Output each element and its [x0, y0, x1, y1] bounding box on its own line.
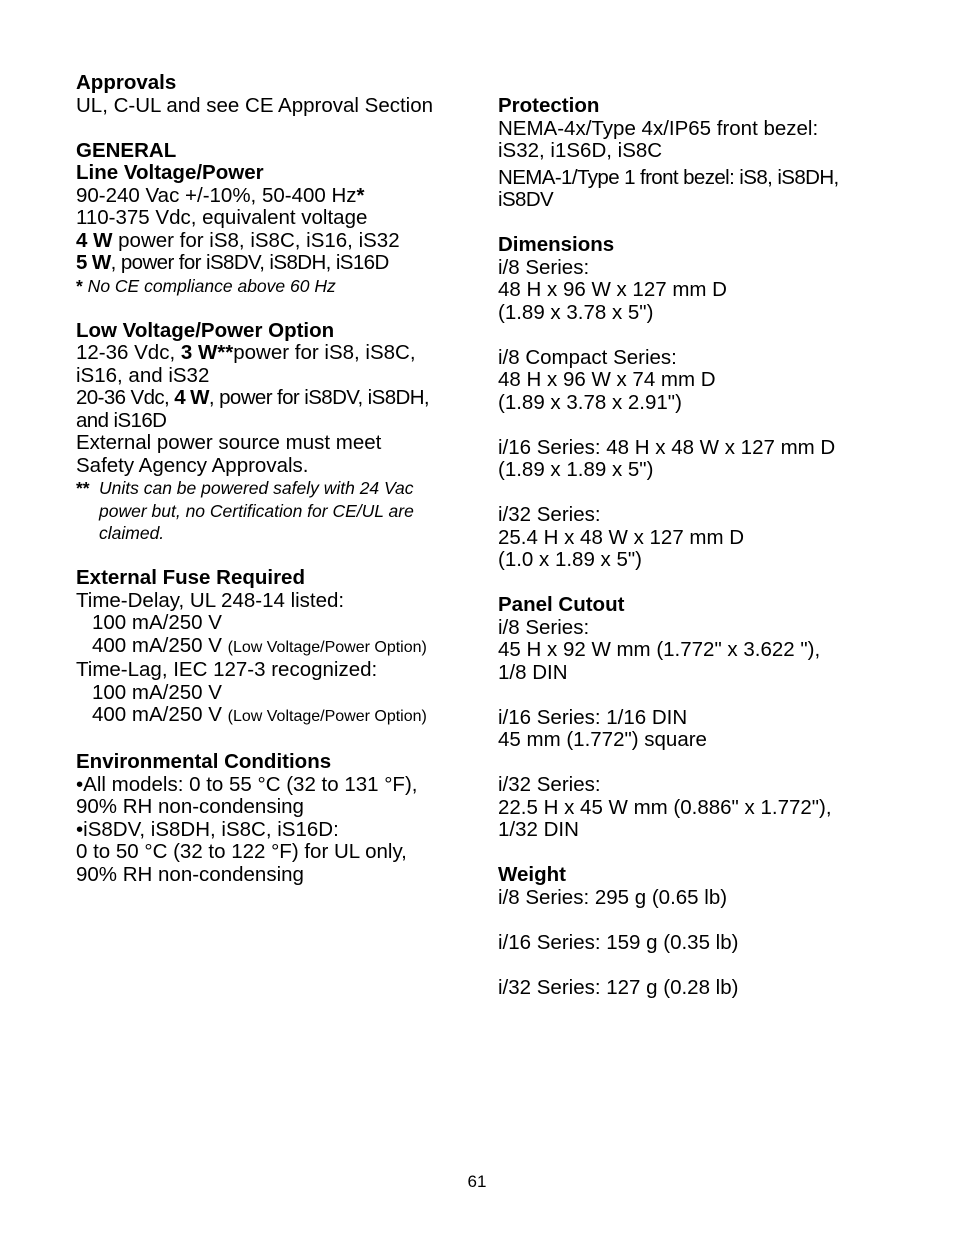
weight-i8: i/8 Series: 295 g (0.65 lb)	[498, 885, 728, 909]
cutout-i32-l1: i/32 Series:	[498, 773, 601, 796]
fuse-l4: Time-Lag, IEC 127-3 recognized:	[76, 658, 378, 681]
line-voltage-ac: 90-240 Vac +/-10%, 50-400 Hz*	[76, 183, 365, 207]
protection-l4: iS8DV	[498, 188, 554, 211]
dimensions-i8c-l1: i/8 Compact Series:	[498, 345, 677, 369]
cutout-i32-l2: 22.5 H x 45 W mm (0.886" x 1.772"),	[498, 795, 832, 819]
fuse-heading: External Fuse Required	[76, 566, 305, 589]
dimensions-heading: Dimensions	[498, 233, 615, 256]
environment-l3: •iS8DV, iS8DH, iS8C, iS16D:	[76, 817, 339, 841]
dimensions-i32-l3: (1.0 x 1.89 x 5")	[498, 548, 643, 571]
low-voltage-note: ** Units can be powered safely with 24 Vac power but, no Certification for CE/UL are claimed.	[76, 478, 414, 543]
cutout-i8-l3: 1/8 DIN	[498, 660, 568, 684]
fuse-l3: 400 mA/250 V (Low Voltage/Power Option)	[92, 633, 427, 657]
dimensions-i16-l2: (1.89 x 1.89 x 5")	[498, 458, 654, 481]
right-column	[498, 95, 928, 999]
dimensions-i16-l1: i/16 Series: 48 H x 48 W x 127 mm D	[498, 435, 836, 459]
ce-note: * No CE compliance above 60 Hz	[76, 275, 336, 296]
page-number: 61	[467, 1172, 487, 1191]
environment-l5: 90% RH non-condensing	[76, 862, 304, 886]
low-voltage-l2: iS16, and iS32	[76, 363, 210, 387]
environment-l2: 90% RH non-condensing	[76, 795, 304, 818]
weight-heading: Weight	[498, 863, 566, 886]
low-voltage-l5: External power source must meet	[76, 431, 382, 454]
cutout-i16-l2: 45 mm (1.772") square	[498, 728, 707, 751]
dimensions-i8-l3: (1.89 x 3.78 x 5")	[498, 300, 654, 324]
fuse-l5: 100 mA/250 V	[92, 680, 222, 704]
fuse-l6: 400 mA/250 V (Low Voltage/Power Option)	[92, 703, 427, 726]
protection-l2: iS32, i1S6D, iS8C	[498, 139, 663, 162]
low-voltage-l4: and iS16D	[76, 408, 167, 432]
line-power-4w: 4 W power for iS8, iS8C, iS16, iS32	[76, 228, 400, 252]
dimensions-i8-l2: 48 H x 96 W x 127 mm D	[498, 278, 727, 301]
low-voltage-l6: Safety Agency Approvals.	[76, 453, 309, 477]
environment-heading: Environmental Conditions	[76, 750, 332, 773]
line-voltage-heading: Line Voltage/Power	[76, 161, 264, 184]
dimensions-i8c-l2: 48 H x 96 W x 74 mm D	[498, 368, 716, 391]
left-column	[76, 72, 476, 886]
fuse-l2: 100 mA/250 V	[92, 611, 222, 634]
cutout-i8-l1: i/8 Series:	[498, 615, 590, 639]
fuse-l1: Time-Delay, UL 248-14 listed:	[76, 588, 345, 612]
dimensions-i8-l1: i/8 Series:	[498, 255, 590, 279]
protection-heading: Protection	[498, 94, 600, 117]
approvals-text: UL, C-UL and see CE Approval Section	[76, 93, 434, 117]
cutout-i16-l1: i/16 Series: 1/16 DIN	[498, 705, 688, 729]
weight-i32: i/32 Series: 127 g (0.28 lb)	[498, 975, 739, 999]
line-voltage-dc: 110-375 Vdc, equivalent voltage	[76, 206, 368, 229]
cutout-i8-l2: 45 H x 92 W mm (1.772" x 3.622 "),	[498, 638, 821, 661]
dimensions-i8c-l3: (1.89 x 3.78 x 2.91")	[498, 390, 682, 414]
protection-l1: NEMA-4x/Type 4x/IP65 front bezel:	[498, 116, 819, 140]
dimensions-i32-l2: 25.4 H x 48 W x 127 mm D	[498, 525, 745, 549]
environment-l1: •All models: 0 to 55 °C (32 to 131 °F),	[76, 772, 418, 796]
cutout-heading: Panel Cutout	[498, 593, 625, 616]
environment-l4: 0 to 50 °C (32 to 122 °F) for UL only,	[76, 840, 407, 863]
dimensions-i32-l1: i/32 Series:	[498, 503, 601, 526]
low-voltage-l1: 12-36 Vdc, 3 W**power for iS8, iS8C,	[76, 341, 416, 364]
general-heading: GENERAL	[76, 138, 177, 162]
approvals-heading: Approvals	[76, 71, 177, 94]
cutout-i32-l3: 1/32 DIN	[498, 818, 579, 841]
line-power-5w: 5 W, power for iS8DV, iS8DH, iS16D	[76, 251, 389, 274]
low-voltage-l3: 20-36 Vdc, 4 W, power for iS8DV, iS8DH,	[76, 386, 429, 409]
protection-l3: NEMA-1/Type 1 front bezel: iS8, iS8DH,	[498, 165, 839, 189]
weight-i16: i/16 Series: 159 g (0.35 lb)	[498, 930, 739, 954]
low-voltage-heading: Low Voltage/Power Option	[76, 318, 335, 342]
